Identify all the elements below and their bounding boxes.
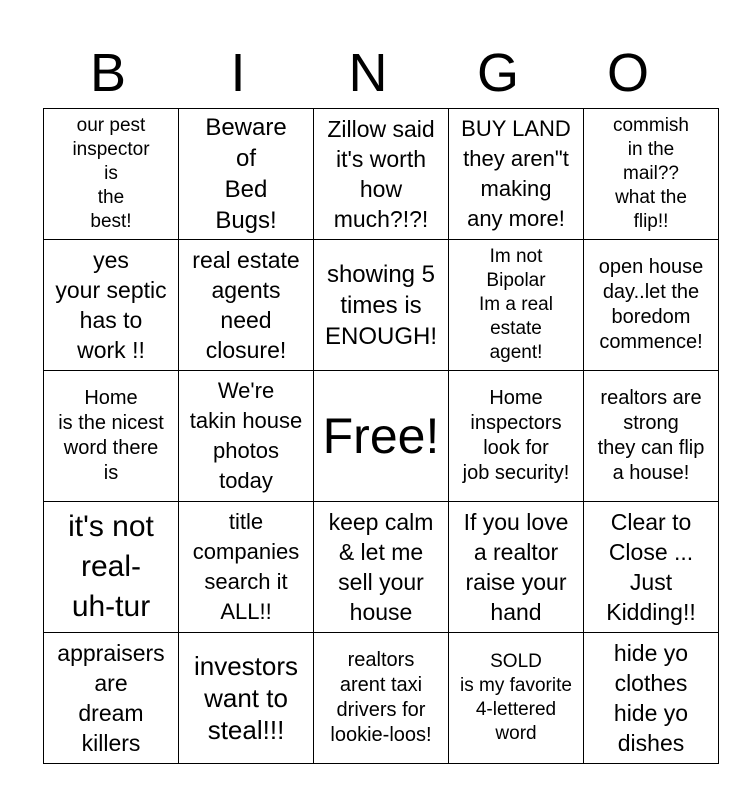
bingo-cell[interactable]: appraisers are dream killers [44, 633, 179, 764]
header-letter-o: O [606, 43, 649, 103]
bingo-cell[interactable]: title companies search it ALL!! [179, 502, 314, 633]
bingo-cell[interactable]: yes your septic has to work !! [44, 240, 179, 371]
bingo-cell[interactable]: our pest inspector is the best! [44, 109, 179, 240]
header-letter-i: I [230, 43, 246, 103]
bingo-cell[interactable]: it's not real- uh-tur [44, 502, 179, 633]
grid-row [44, 371, 719, 502]
bingo-cell[interactable]: Zillow said it's worth how much?!?! [314, 109, 449, 240]
bingo-cell[interactable]: hide yo clothes hide yo dishes [584, 633, 719, 764]
grid-row [44, 240, 719, 371]
bingo-cell[interactable]: commish in the mail?? what the flip!! [584, 109, 719, 240]
bingo-cell[interactable]: SOLD is my favorite 4-lettered word [449, 633, 584, 764]
grid-row [44, 502, 719, 633]
bingo-cell[interactable]: Home is the nicest word there is [44, 371, 179, 502]
bingo-cell[interactable]: real estate agents need closure! [179, 240, 314, 371]
free-space-cell[interactable]: Free! [314, 371, 449, 502]
bingo-cell[interactable]: investors want to steal!!! [179, 633, 314, 764]
bingo-header [43, 40, 693, 106]
bingo-cell[interactable]: showing 5 times is ENOUGH! [314, 240, 449, 371]
bingo-card-grid [43, 108, 719, 764]
bingo-cell[interactable]: If you love a realtor raise your hand [449, 502, 584, 633]
header-letter-b: B [89, 43, 127, 103]
bingo-cell[interactable]: realtors are strong they can flip a house! [584, 371, 719, 502]
header-letter-g: G [476, 43, 519, 103]
grid-row [44, 109, 719, 240]
bingo-cell[interactable]: keep calm & let me sell your house [314, 502, 449, 633]
bingo-cell[interactable]: Home inspectors look for job security! [449, 371, 584, 502]
bingo-cell[interactable]: Beware of Bed Bugs! [179, 109, 314, 240]
header-letter-n: N [348, 43, 388, 103]
bingo-cell[interactable]: We're takin house photos today [179, 371, 314, 502]
grid-row [44, 633, 719, 764]
bingo-cell[interactable]: realtors arent taxi drivers for lookie-loos! [314, 633, 449, 764]
bingo-cell[interactable]: Im not Bipolar Im a real estate agent! [449, 240, 584, 371]
bingo-cell[interactable]: Clear to Close ... Just Kidding!! [584, 502, 719, 633]
bingo-cell[interactable]: BUY LAND they aren"t making any more! [449, 109, 584, 240]
bingo-cell[interactable]: open house day..let the boredom commence! [584, 240, 719, 371]
